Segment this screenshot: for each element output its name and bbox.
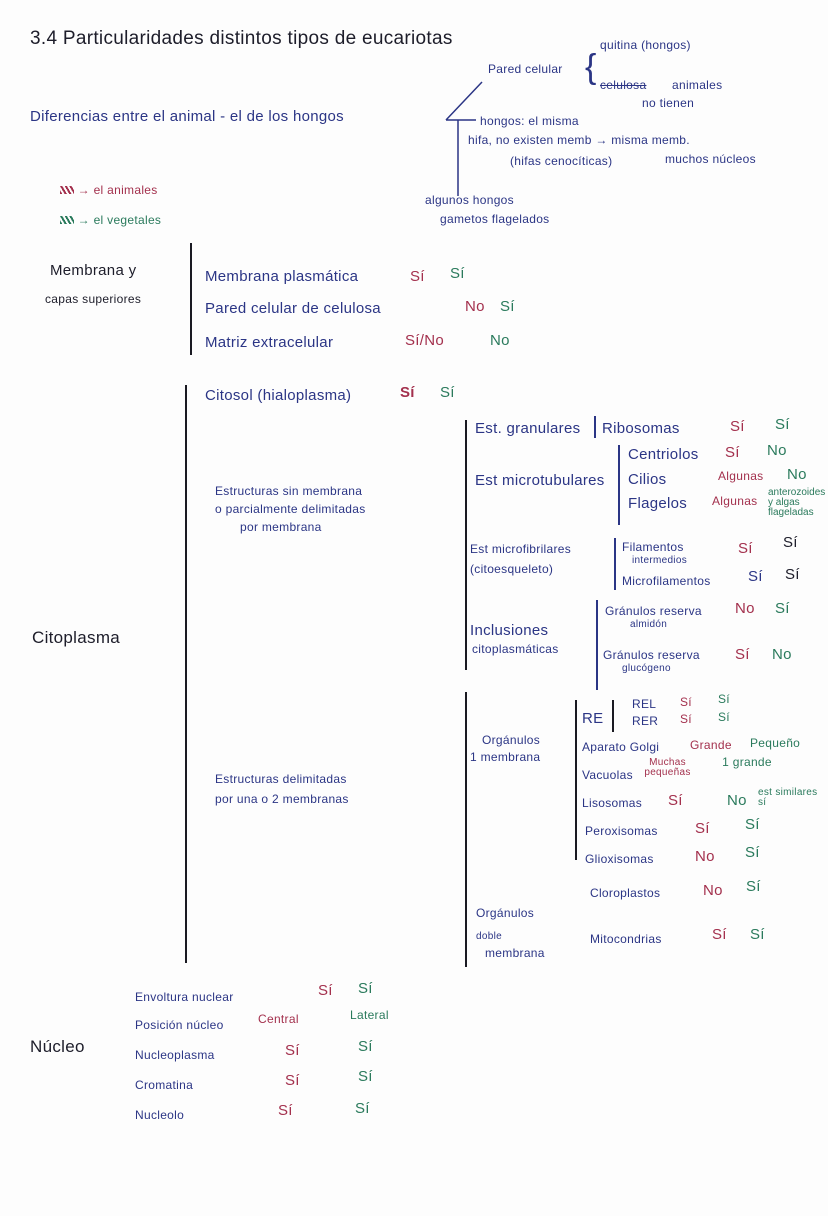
animal-value: Sí [668,792,683,809]
divider [612,700,614,732]
plant-value: Lateral [350,1008,389,1022]
group-label: Orgánulos [476,906,535,920]
row-name: Citosol (hialoplasma) [205,387,352,404]
note: est similares sí [758,787,818,808]
plant-value: No [767,442,787,459]
animal-value: Algunas [712,494,758,508]
legend-plant-label: → el vegetales [77,213,162,227]
row-name: glucógeno [622,663,671,674]
animal-value: No [735,600,755,617]
plant-value: Sí [746,878,761,895]
flagellated-line-2: gametos flagelados [440,212,550,226]
plant-value: Sí [785,566,800,583]
plant-value: Sí [718,692,730,706]
nucleus-label: Núcleo [30,1037,85,1056]
differences-heading: Diferencias entre el animal - el de los hongos [30,108,344,125]
row-name: Filamentos [622,540,684,554]
row-name: Cilios [628,471,667,488]
animal-value: Sí [712,926,727,943]
row-name: Cromatina [135,1078,194,1092]
plant-value: Sí [783,534,798,551]
plant-value: No [787,466,807,483]
animal-value: Sí [400,384,415,401]
plant-value: No [727,792,747,809]
plant-value: Sí [745,816,760,833]
animal-value: No [703,882,723,899]
red-swatch-icon [60,186,74,194]
animal-value: Sí [680,712,692,726]
cell-wall-label: Pared celular [488,62,563,76]
animal-value: Sí [725,444,740,461]
plant-value: Sí [358,1038,373,1055]
row-name: intermedios [632,555,687,566]
animal-value: Sí [285,1072,300,1089]
plant-value: No [772,646,792,663]
row-name: Mitocondrias [590,932,662,946]
green-swatch-icon [60,216,74,224]
plant-value: Sí [718,710,730,724]
legend-animal-label: → el animales [77,183,158,197]
group-label: membrana [485,946,545,960]
row-name: Pared celular de celulosa [205,300,381,317]
animals-note-2: no tienen [642,96,695,110]
animal-value: No [695,848,715,865]
group-label: Estructuras sin membrana [215,484,363,498]
animal-value: Grande [690,738,732,752]
page-title: 3.4 Particularidades distintos tipos de eucariotas [30,28,453,49]
group-label: RE [582,710,604,727]
group-label: 1 membrana [470,750,541,764]
divider [614,538,616,590]
row-name: Matriz extracelular [205,334,334,351]
plant-value: Sí [450,265,465,282]
row-name: Membrana plasmática [205,268,359,285]
row-name: Aparato Golgi [582,740,660,754]
group-label: Orgánulos [482,733,541,747]
row-name: Vacuolas [582,768,633,782]
plant-value: Sí [358,1068,373,1085]
animal-value: Sí/No [405,332,445,349]
animal-value: Sí [410,268,425,285]
group-label: citoplasmáticas [472,642,559,656]
animal-value: Sí [738,540,753,557]
divider [185,385,187,963]
plant-value: Sí [745,844,760,861]
plant-value: Sí [358,980,373,997]
animal-value: Muchas pequeñas [644,757,691,778]
group-label: por membrana [240,520,322,534]
animal-value: Sí [695,820,710,837]
row-name: Gránulos reserva [605,604,702,618]
animal-value: Sí [748,568,763,585]
animal-value: Sí [285,1042,300,1059]
legend-animal [60,183,158,197]
row-name: Cloroplastos [590,886,661,900]
plant-value: Sí [775,416,790,433]
cellulose-crossed: celulosa [600,78,647,92]
group-label: Estructuras delimitadas [215,772,347,786]
plant-value: Pequeño [750,736,801,750]
row-name: Microfilamentos [622,574,711,588]
animals-note: animales [672,78,723,92]
divider [465,692,467,967]
plant-value: Sí [750,926,765,943]
group-label: (citoesqueleto) [470,562,554,576]
row-name: Flagelos [628,495,688,512]
animal-value: Sí [318,982,333,999]
hyphae-line-2: hifa, no existen memb → misma memb. [468,133,690,147]
group-label: doble [476,931,502,942]
row-name: Nucleoplasma [135,1048,215,1062]
row-name: Envoltura nuclear [135,990,234,1004]
divider [594,416,596,438]
cytoplasm-label: Citoplasma [32,628,121,647]
divider [465,420,467,670]
row-name: Posición núcleo [135,1018,224,1032]
animal-value: Central [258,1012,299,1026]
group-label: Est microtubulares [475,472,605,489]
animal-value: No [465,298,485,315]
hyphae-line-4: muchos núcleos [665,152,756,166]
membrane-section-label-2: capas superiores [45,292,142,306]
plant-value: Sí [355,1100,370,1117]
row-name: Centriolos [628,446,699,463]
divider [596,600,598,690]
plant-value: Sí [500,298,515,315]
row-name: Gránulos reserva [603,648,700,662]
group-label: Est microfibrilares [470,542,572,556]
brace: { [585,48,597,86]
animal-value: Sí [278,1102,293,1119]
membrane-section-label: Membrana y [50,262,137,279]
row-name: Nucleolo [135,1108,185,1122]
row-name: Lisosomas [582,796,643,810]
group-label: Inclusiones [470,622,549,639]
row-name: almidón [630,619,668,630]
group-label: Est. granulares [475,420,581,437]
row-name: Glioxisomas [585,852,654,866]
group-label: o parcialmente delimitadas [215,502,366,516]
plant-value: Sí [775,600,790,617]
group-label: por una o 2 membranas [215,792,349,806]
flagellated-line-1: algunos hongos [425,193,514,207]
row-name: RER [632,714,659,728]
animal-value: Algunas [718,469,764,483]
plant-value: No [490,332,510,349]
row-name: Peroxisomas [585,824,658,838]
plant-value: 1 grande [722,755,772,769]
animal-value: Sí [730,418,745,435]
hyphae-line-3: (hifas cenocíticas) [510,154,613,168]
chitin-note: quitina (hongos) [600,38,691,52]
animal-value: Sí [680,695,692,709]
divider [618,445,620,525]
row-name: Ribosomas [602,420,680,437]
legend-plant [60,213,161,227]
divider [190,243,192,355]
row-name: REL [632,697,657,711]
animal-value: Sí [735,646,750,663]
branch-lines [440,60,490,200]
plant-value: anterozoides y algas flageladas [768,487,826,518]
plant-value: Sí [440,384,455,401]
hyphae-line-1: hongos: el misma [480,114,579,128]
divider [575,700,577,860]
